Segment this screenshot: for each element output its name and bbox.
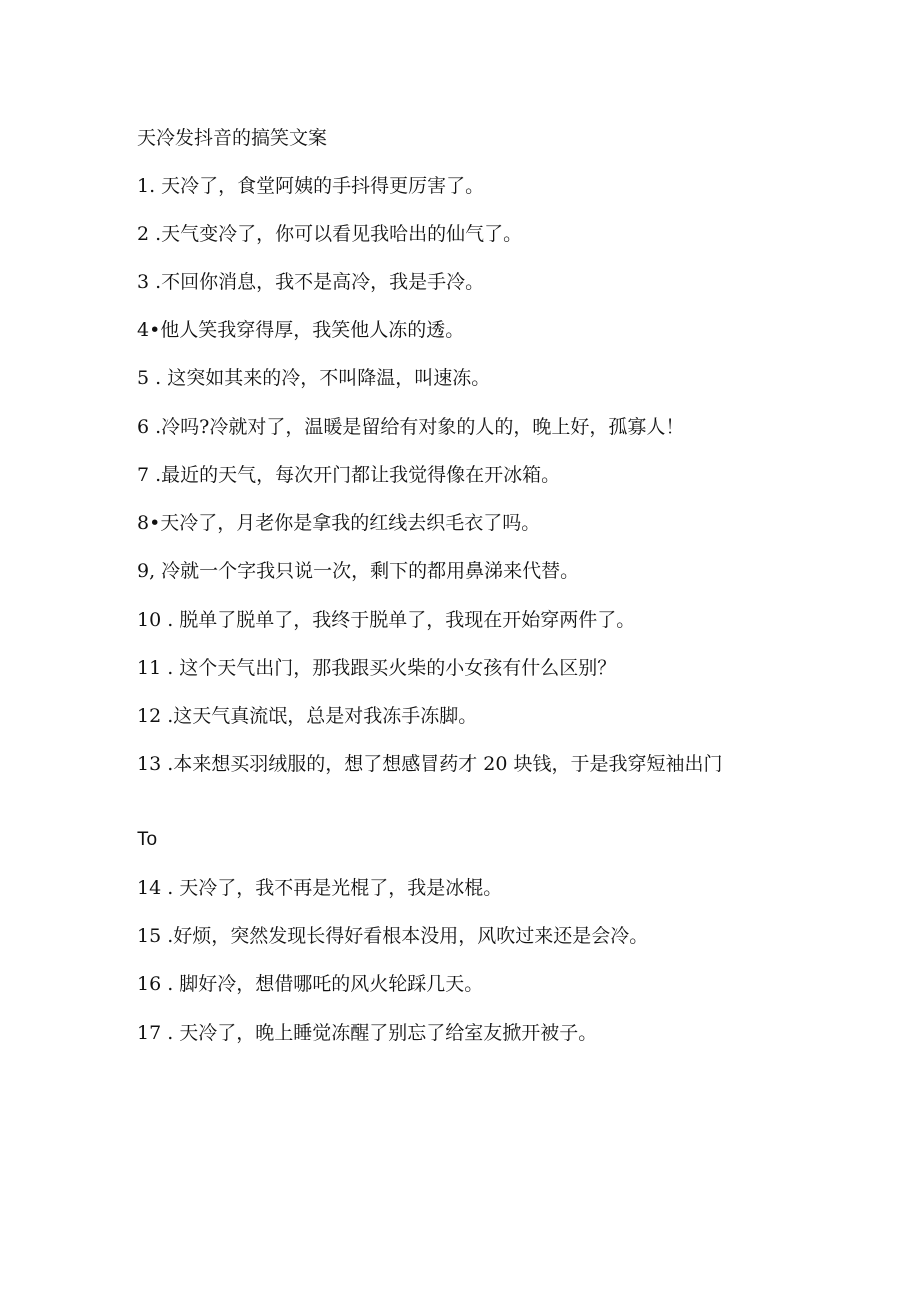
list-item: 6 .冷吗?冷就对了，温暖是留给有对象的人的，晚上好，孤寡人！ xyxy=(137,416,685,438)
list-item: 10 . 脱单了脱单了，我终于脱单了，我现在开始穿两件了。 xyxy=(137,609,636,631)
list-item: To xyxy=(137,829,158,850)
list-item: 13 .本来想买羽绒服的，想了想感冒药才 20 块钱，于是我穿短袖出门 xyxy=(137,753,723,775)
list-item: 8•天冷了，月老你是拿我的红线去织毛衣了吗。 xyxy=(137,512,541,534)
list-item: 11 . 这个天气出门，那我跟买火柴的小女孩有什么区别？ xyxy=(137,657,617,679)
list-item: 16 . 脚好冷，想借哪吒的风火轮踩几天。 xyxy=(137,973,484,995)
list-item: 17 . 天冷了，晚上睡觉冻醒了别忘了给室友掀开被子。 xyxy=(137,1022,598,1044)
document-title: 天冷发抖音的搞笑文案 xyxy=(137,127,328,149)
list-item: 14 . 天冷了，我不再是光棍了，我是冰棍。 xyxy=(137,877,503,899)
list-item: 1. 天冷了，食堂阿姨的手抖得更厉害了。 xyxy=(137,175,485,197)
list-item: 4•他人笑我穿得厚，我笑他人冻的透。 xyxy=(137,319,465,341)
list-item: 7 .最近的天气，每次开门都让我觉得像在开冰箱。 xyxy=(137,464,561,486)
list-item: 3 .不回你消息，我不是高冷，我是手冷。 xyxy=(137,271,485,293)
list-item: 15 .好烦，突然发现长得好看根本没用，风吹过来还是会冷。 xyxy=(137,925,649,947)
list-item: 12 .这天气真流氓，总是对我冻手冻脚。 xyxy=(137,705,478,727)
list-item: 9, 冷就一个字我只说一次，剩下的都用鼻涕来代替。 xyxy=(137,560,580,582)
list-item: 5 . 这突如其来的冷，不叫降温，叫速冻。 xyxy=(137,367,491,389)
list-item: 2 .天气变冷了，你可以看见我哈出的仙气了。 xyxy=(137,223,523,245)
